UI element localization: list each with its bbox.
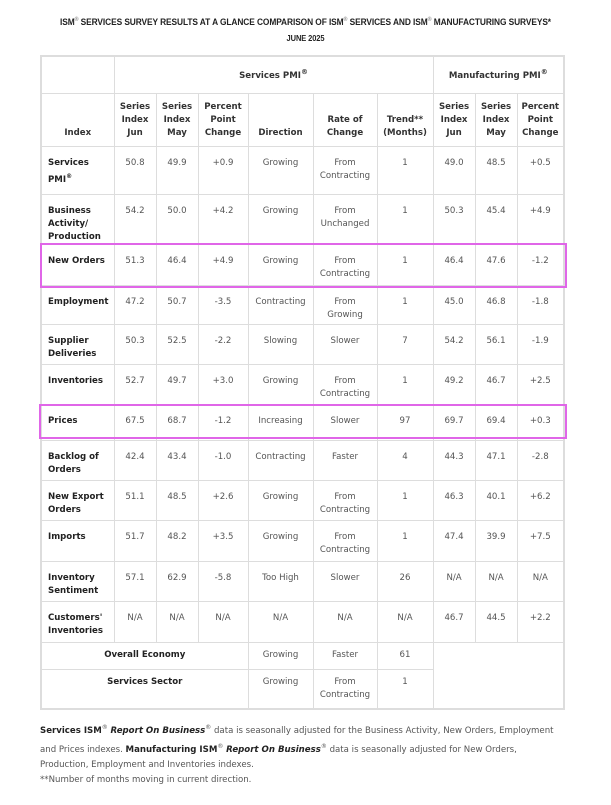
cell: -3.5: [198, 285, 248, 324]
cell: 97: [377, 404, 433, 440]
cell: 1: [377, 146, 433, 194]
cell: 57.1: [114, 561, 156, 601]
cell: Contracting: [248, 285, 313, 324]
table-row: [41, 520, 564, 561]
cell: 44.3: [433, 440, 475, 480]
table-row: [41, 146, 564, 194]
column-header: Percent Point Change: [198, 93, 248, 146]
cell: From Growing: [313, 285, 377, 324]
cell: 1: [377, 364, 433, 404]
cell: 46.7: [433, 601, 475, 642]
cell: 54.2: [114, 194, 156, 244]
cell: 47.2: [114, 285, 156, 324]
cell: 45.0: [433, 285, 475, 324]
column-header: Percent Point Change: [517, 93, 564, 146]
cell: N/A: [475, 561, 517, 601]
summary-row: [41, 642, 564, 669]
cell: 43.4: [156, 440, 198, 480]
index-name: Business Activity/ Production: [41, 194, 114, 244]
column-header: Series Index Jun: [433, 93, 475, 146]
cell: -5.8: [198, 561, 248, 601]
index-name: Services PMI®: [41, 146, 114, 194]
cell: 1: [377, 669, 433, 709]
cell: Slower: [313, 404, 377, 440]
cell: 47.6: [475, 244, 517, 285]
cell: +4.9: [198, 244, 248, 285]
cell: 1: [377, 520, 433, 561]
cell: N/A: [313, 601, 377, 642]
cell: 1: [377, 285, 433, 324]
comparison-table: [40, 55, 565, 710]
table-row: [41, 404, 564, 440]
cell: Growing: [248, 244, 313, 285]
cell: 52.5: [156, 324, 198, 364]
cell: 67.5: [114, 404, 156, 440]
column-header: Direction: [248, 93, 313, 146]
cell: +7.5: [517, 520, 564, 561]
column-header: Trend** (Months): [377, 93, 433, 146]
cell: 50.8: [114, 146, 156, 194]
cell: +2.5: [517, 364, 564, 404]
cell: Slower: [313, 561, 377, 601]
table-row: [41, 601, 564, 642]
cell: 51.3: [114, 244, 156, 285]
trend-footnote: **Number of months moving in current direction.: [40, 774, 252, 785]
index-name: Customers' Inventories: [41, 601, 114, 642]
summary-label: Services Sector: [41, 669, 248, 709]
cell: 1: [377, 480, 433, 520]
cell: 46.8: [475, 285, 517, 324]
cell: 42.4: [114, 440, 156, 480]
cell: From Contracting: [313, 669, 377, 709]
index-name: New Export Orders: [41, 480, 114, 520]
index-name: Supplier Deliveries: [41, 324, 114, 364]
cell: Growing: [248, 520, 313, 561]
cell: From Contracting: [313, 244, 377, 285]
cell: 47.1: [475, 440, 517, 480]
index-name: Inventories: [41, 364, 114, 404]
cell: 1: [377, 244, 433, 285]
cell: 7: [377, 324, 433, 364]
table-row: [41, 324, 564, 364]
cell: Growing: [248, 146, 313, 194]
table-row: [41, 364, 564, 404]
report-subtitle: JUNE 2025: [286, 33, 325, 43]
cell: N/A: [248, 601, 313, 642]
index-name: Backlog of Orders: [41, 440, 114, 480]
index-name: New Orders: [41, 244, 114, 285]
cell: Growing: [248, 669, 313, 709]
cell: From Contracting: [313, 146, 377, 194]
report-title: ISM® SERVICES SURVEY RESULTS AT A GLANCE COMPARISON OF ISM® SERVICES AND ISM® MANUFACTURING SURVEYS*: [60, 17, 551, 29]
cell: 40.1: [475, 480, 517, 520]
index-name: Prices: [41, 404, 114, 440]
column-header: Series Index Jun: [114, 93, 156, 146]
cell: 51.1: [114, 480, 156, 520]
cell: 39.9: [475, 520, 517, 561]
cell: Growing: [248, 642, 313, 669]
cell: 51.7: [114, 520, 156, 561]
cell: 26: [377, 561, 433, 601]
column-header: Series Index May: [475, 93, 517, 146]
cell: +3.0: [198, 364, 248, 404]
cell: -2.8: [517, 440, 564, 480]
blank-cell: [433, 642, 564, 709]
cell: +0.9: [198, 146, 248, 194]
cell: +0.3: [517, 404, 564, 440]
table-row: [41, 194, 564, 244]
cell: Too High: [248, 561, 313, 601]
footnotes: Services ISM® Report On Business® data is seasonally adjusted for the Business Activity, New Orders, Employment and Prices indexes. Manufacturing ISM® Report On Business® data is seasonally adjusted for New Orders, Production, Employment and Inventories indexes. **Number of months moving in current direction.: [40, 724, 554, 785]
cell: 50.3: [433, 194, 475, 244]
column-header: Rate of Change: [313, 93, 377, 146]
cell: +4.9: [517, 194, 564, 244]
cell: Faster: [313, 440, 377, 480]
cell: 50.7: [156, 285, 198, 324]
cell: +6.2: [517, 480, 564, 520]
cell: +2.2: [517, 601, 564, 642]
cell: From Contracting: [313, 364, 377, 404]
cell: N/A: [198, 601, 248, 642]
cell: Growing: [248, 194, 313, 244]
column-header: Series Index May: [156, 93, 198, 146]
cell: Slower: [313, 324, 377, 364]
cell: N/A: [517, 561, 564, 601]
cell: 49.7: [156, 364, 198, 404]
cell: 56.1: [475, 324, 517, 364]
cell: 68.7: [156, 404, 198, 440]
cell: -2.2: [198, 324, 248, 364]
cell: +2.6: [198, 480, 248, 520]
cell: 54.2: [433, 324, 475, 364]
cell: 44.5: [475, 601, 517, 642]
cell: N/A: [114, 601, 156, 642]
cell: N/A: [156, 601, 198, 642]
index-name: Employment: [41, 285, 114, 324]
cell: 1: [377, 194, 433, 244]
cell: +0.5: [517, 146, 564, 194]
table-row: [41, 244, 564, 285]
manufacturing-pmi-header: Manufacturing PMI®: [433, 56, 564, 93]
cell: 48.5: [475, 146, 517, 194]
services-pmi-header: Services PMI®: [114, 56, 433, 93]
cell: 45.4: [475, 194, 517, 244]
cell: Contracting: [248, 440, 313, 480]
cell: Slowing: [248, 324, 313, 364]
cell: 49.0: [433, 146, 475, 194]
cell: 47.4: [433, 520, 475, 561]
cell: 50.0: [156, 194, 198, 244]
cell: N/A: [377, 601, 433, 642]
cell: -1.2: [517, 244, 564, 285]
table-row: [41, 561, 564, 601]
cell: -1.9: [517, 324, 564, 364]
cell: 62.9: [156, 561, 198, 601]
cell: 69.7: [433, 404, 475, 440]
index-name: Inventory Sentiment: [41, 561, 114, 601]
cell: 49.9: [156, 146, 198, 194]
table-row: [41, 285, 564, 324]
cell: N/A: [433, 561, 475, 601]
cell: From Unchanged: [313, 194, 377, 244]
cell: 46.4: [433, 244, 475, 285]
index-name: Imports: [41, 520, 114, 561]
cell: From Contracting: [313, 480, 377, 520]
cell: +3.5: [198, 520, 248, 561]
cell: 48.2: [156, 520, 198, 561]
cell: 49.2: [433, 364, 475, 404]
cell: 46.4: [156, 244, 198, 285]
cell: Increasing: [248, 404, 313, 440]
cell: +4.2: [198, 194, 248, 244]
table-row: [41, 480, 564, 520]
table-row: [41, 440, 564, 480]
cell: 69.4: [475, 404, 517, 440]
cell: 61: [377, 642, 433, 669]
cell: -1.2: [198, 404, 248, 440]
cell: Faster: [313, 642, 377, 669]
cell: 4: [377, 440, 433, 480]
cell: 52.7: [114, 364, 156, 404]
cell: 48.5: [156, 480, 198, 520]
cell: 50.3: [114, 324, 156, 364]
cell: From Contracting: [313, 520, 377, 561]
cell: Growing: [248, 480, 313, 520]
header-blank: [41, 56, 114, 93]
cell: Growing: [248, 364, 313, 404]
summary-label: Overall Economy: [41, 642, 248, 669]
cell: -1.8: [517, 285, 564, 324]
cell: -1.0: [198, 440, 248, 480]
cell: 46.7: [475, 364, 517, 404]
column-header: Index: [41, 93, 114, 146]
cell: 46.3: [433, 480, 475, 520]
